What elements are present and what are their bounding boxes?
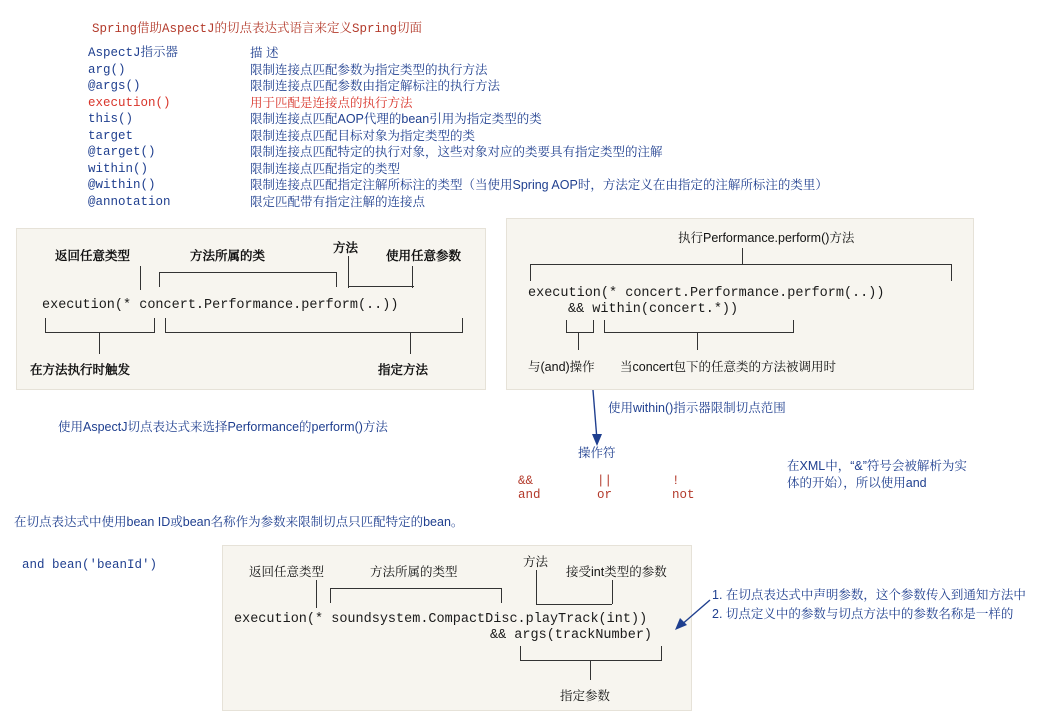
label-any-args: 使用任意参数	[386, 249, 462, 263]
label-bottom-owner-class: 方法所属的类型	[370, 565, 458, 579]
args-note-1: 1. 在切点表达式中声明参数，这个参数传入到通知方法中	[712, 588, 1026, 602]
table-row	[88, 177, 828, 194]
bottom-code-line1: execution(* soundsystem.CompactDisc.playTrack(int))	[234, 612, 648, 627]
connector-and-op	[578, 332, 579, 350]
indicator-term: @annotation	[88, 194, 171, 209]
connector-specified-method	[410, 332, 411, 354]
connector-bottom-return-type	[316, 580, 317, 608]
aspectj-indicator-table	[88, 45, 828, 210]
connector-return-type	[140, 266, 141, 290]
indicator-term: @args()	[88, 79, 141, 93]
bracket-within	[604, 320, 794, 333]
bracket-owner-class	[159, 272, 337, 287]
operator-and-word: and	[518, 488, 541, 502]
table-row	[88, 128, 828, 145]
bracket-execution-line	[530, 264, 952, 281]
operator-and	[518, 474, 541, 502]
label-method: 方法	[333, 241, 359, 255]
table-row	[88, 78, 828, 95]
left-figure-caption: 使用AspectJ切点表达式来选择Performance的perform()方法	[58, 420, 388, 434]
indicator-desc: 限制连接点匹配参数为指定类型的执行方法	[250, 62, 488, 77]
arrow-to-args-notes	[672, 596, 716, 636]
operator-not-word: not	[672, 488, 695, 502]
operator-or	[597, 474, 612, 502]
table-row-highlighted	[88, 95, 828, 112]
label-trigger: 在方法执行时触发	[30, 363, 131, 377]
indicator-term: arg()	[88, 62, 126, 77]
indicator-term: within()	[88, 161, 149, 176]
bracket-specified-param	[520, 646, 662, 661]
bracket-bottom-owner-class	[330, 588, 502, 603]
xml-escape-note: 在XML中，“&”符号会被解析为实体的开始），所以使用and	[787, 459, 967, 490]
connector-any-args	[412, 266, 413, 288]
bracket-and-op	[566, 320, 594, 333]
indicator-desc: 用于匹配是连接点的执行方法	[250, 95, 413, 110]
right-code-line1: execution(* concert.Performance.perform(..))	[528, 286, 885, 301]
label-specified-method: 指定方法	[378, 363, 429, 377]
connector-bottom-join	[536, 604, 612, 605]
bracket-trigger	[45, 318, 155, 333]
connector-trigger	[99, 332, 100, 354]
label-within-desc: 当concert包下的任意类的方法被调用时	[620, 360, 836, 374]
operator-or-symbol: ||	[597, 474, 613, 488]
indicator-term: @within()	[88, 178, 156, 192]
table-header-row	[88, 45, 828, 62]
bracket-specified-method	[165, 318, 463, 333]
label-specified-param: 指定参数	[560, 689, 611, 703]
label-bottom-method: 方法	[523, 555, 549, 569]
bean-pointcut-note: 在切点表达式中使用bean ID或bean名称作为参数来限制切点只匹配特定的bean。	[14, 515, 464, 529]
connector-args-join	[348, 286, 414, 287]
indicator-desc: 限制连接点匹配参数由指定解标注的执行方法	[250, 79, 501, 93]
indicator-term: execution()	[88, 95, 171, 110]
operator-or-word: or	[597, 488, 613, 502]
table-row	[88, 161, 828, 178]
label-bottom-int-param: 接受int类型的参数	[566, 565, 667, 579]
operator-not-symbol: !	[672, 474, 680, 488]
indicator-term: @target()	[88, 145, 156, 159]
bottom-code-line2: && args(trackNumber)	[490, 628, 653, 643]
indicator-desc: 限制连接点匹配目标对象为指定类型的类	[250, 128, 476, 143]
indicator-desc: 限制连接点匹配AOP代理的bean引用为指定类型的类	[250, 112, 542, 126]
label-owner-class: 方法所属的类	[190, 249, 266, 263]
label-execution-perform: 执行Performance.perform()方法	[678, 231, 855, 245]
operator-not	[672, 474, 695, 502]
indicator-desc: 限制连接点匹配特定的执行对象，这些对象对应的类要具有指定类型的注解	[250, 145, 663, 159]
table-header-desc: 描 述	[250, 46, 279, 60]
bean-pointcut-code: and bean('beanId')	[22, 558, 158, 572]
connector-heading	[742, 248, 743, 264]
right-figure-caption: 使用within()指示器限制切点范围	[608, 401, 786, 415]
label-return-type: 返回任意类型	[55, 249, 131, 263]
table-row	[88, 144, 828, 161]
indicator-term: this()	[88, 112, 134, 126]
indicator-desc: 限制连接点匹配指定注解所标注的类型（当使用Spring AOP时，方法定义在由指定的注解所标注的类里）	[250, 178, 828, 192]
table-row	[88, 194, 828, 211]
page-title: Spring借助AspectJ的切点表达式语言来定义Spring切面	[92, 22, 423, 36]
table-row	[88, 111, 828, 128]
indicator-desc: 限制连接点匹配指定的类型	[250, 161, 401, 176]
left-code-line: execution(* concert.Performance.perform(..))	[42, 298, 399, 313]
right-code-line2: && within(concert.*))	[568, 302, 739, 317]
connector-within	[697, 332, 698, 350]
connector-bottom-int-param	[612, 580, 613, 604]
indicator-desc: 限定匹配带有指定注解的连接点	[250, 194, 426, 209]
indicator-term: target	[88, 128, 134, 143]
table-header-term: AspectJ指示器	[88, 46, 179, 60]
operator-and-symbol: &&	[518, 474, 534, 488]
table-row	[88, 62, 828, 79]
connector-specified-param	[590, 660, 591, 680]
connector-bottom-method	[536, 570, 537, 604]
label-bottom-return-type: 返回任意类型	[249, 565, 325, 579]
label-and-op: 与(and)操作	[528, 360, 595, 374]
args-note-2: 2. 切点定义中的参数与切点方法中的参数名称是一样的	[712, 607, 1014, 621]
operators-heading: 操作符	[578, 446, 616, 460]
connector-method	[348, 256, 349, 288]
